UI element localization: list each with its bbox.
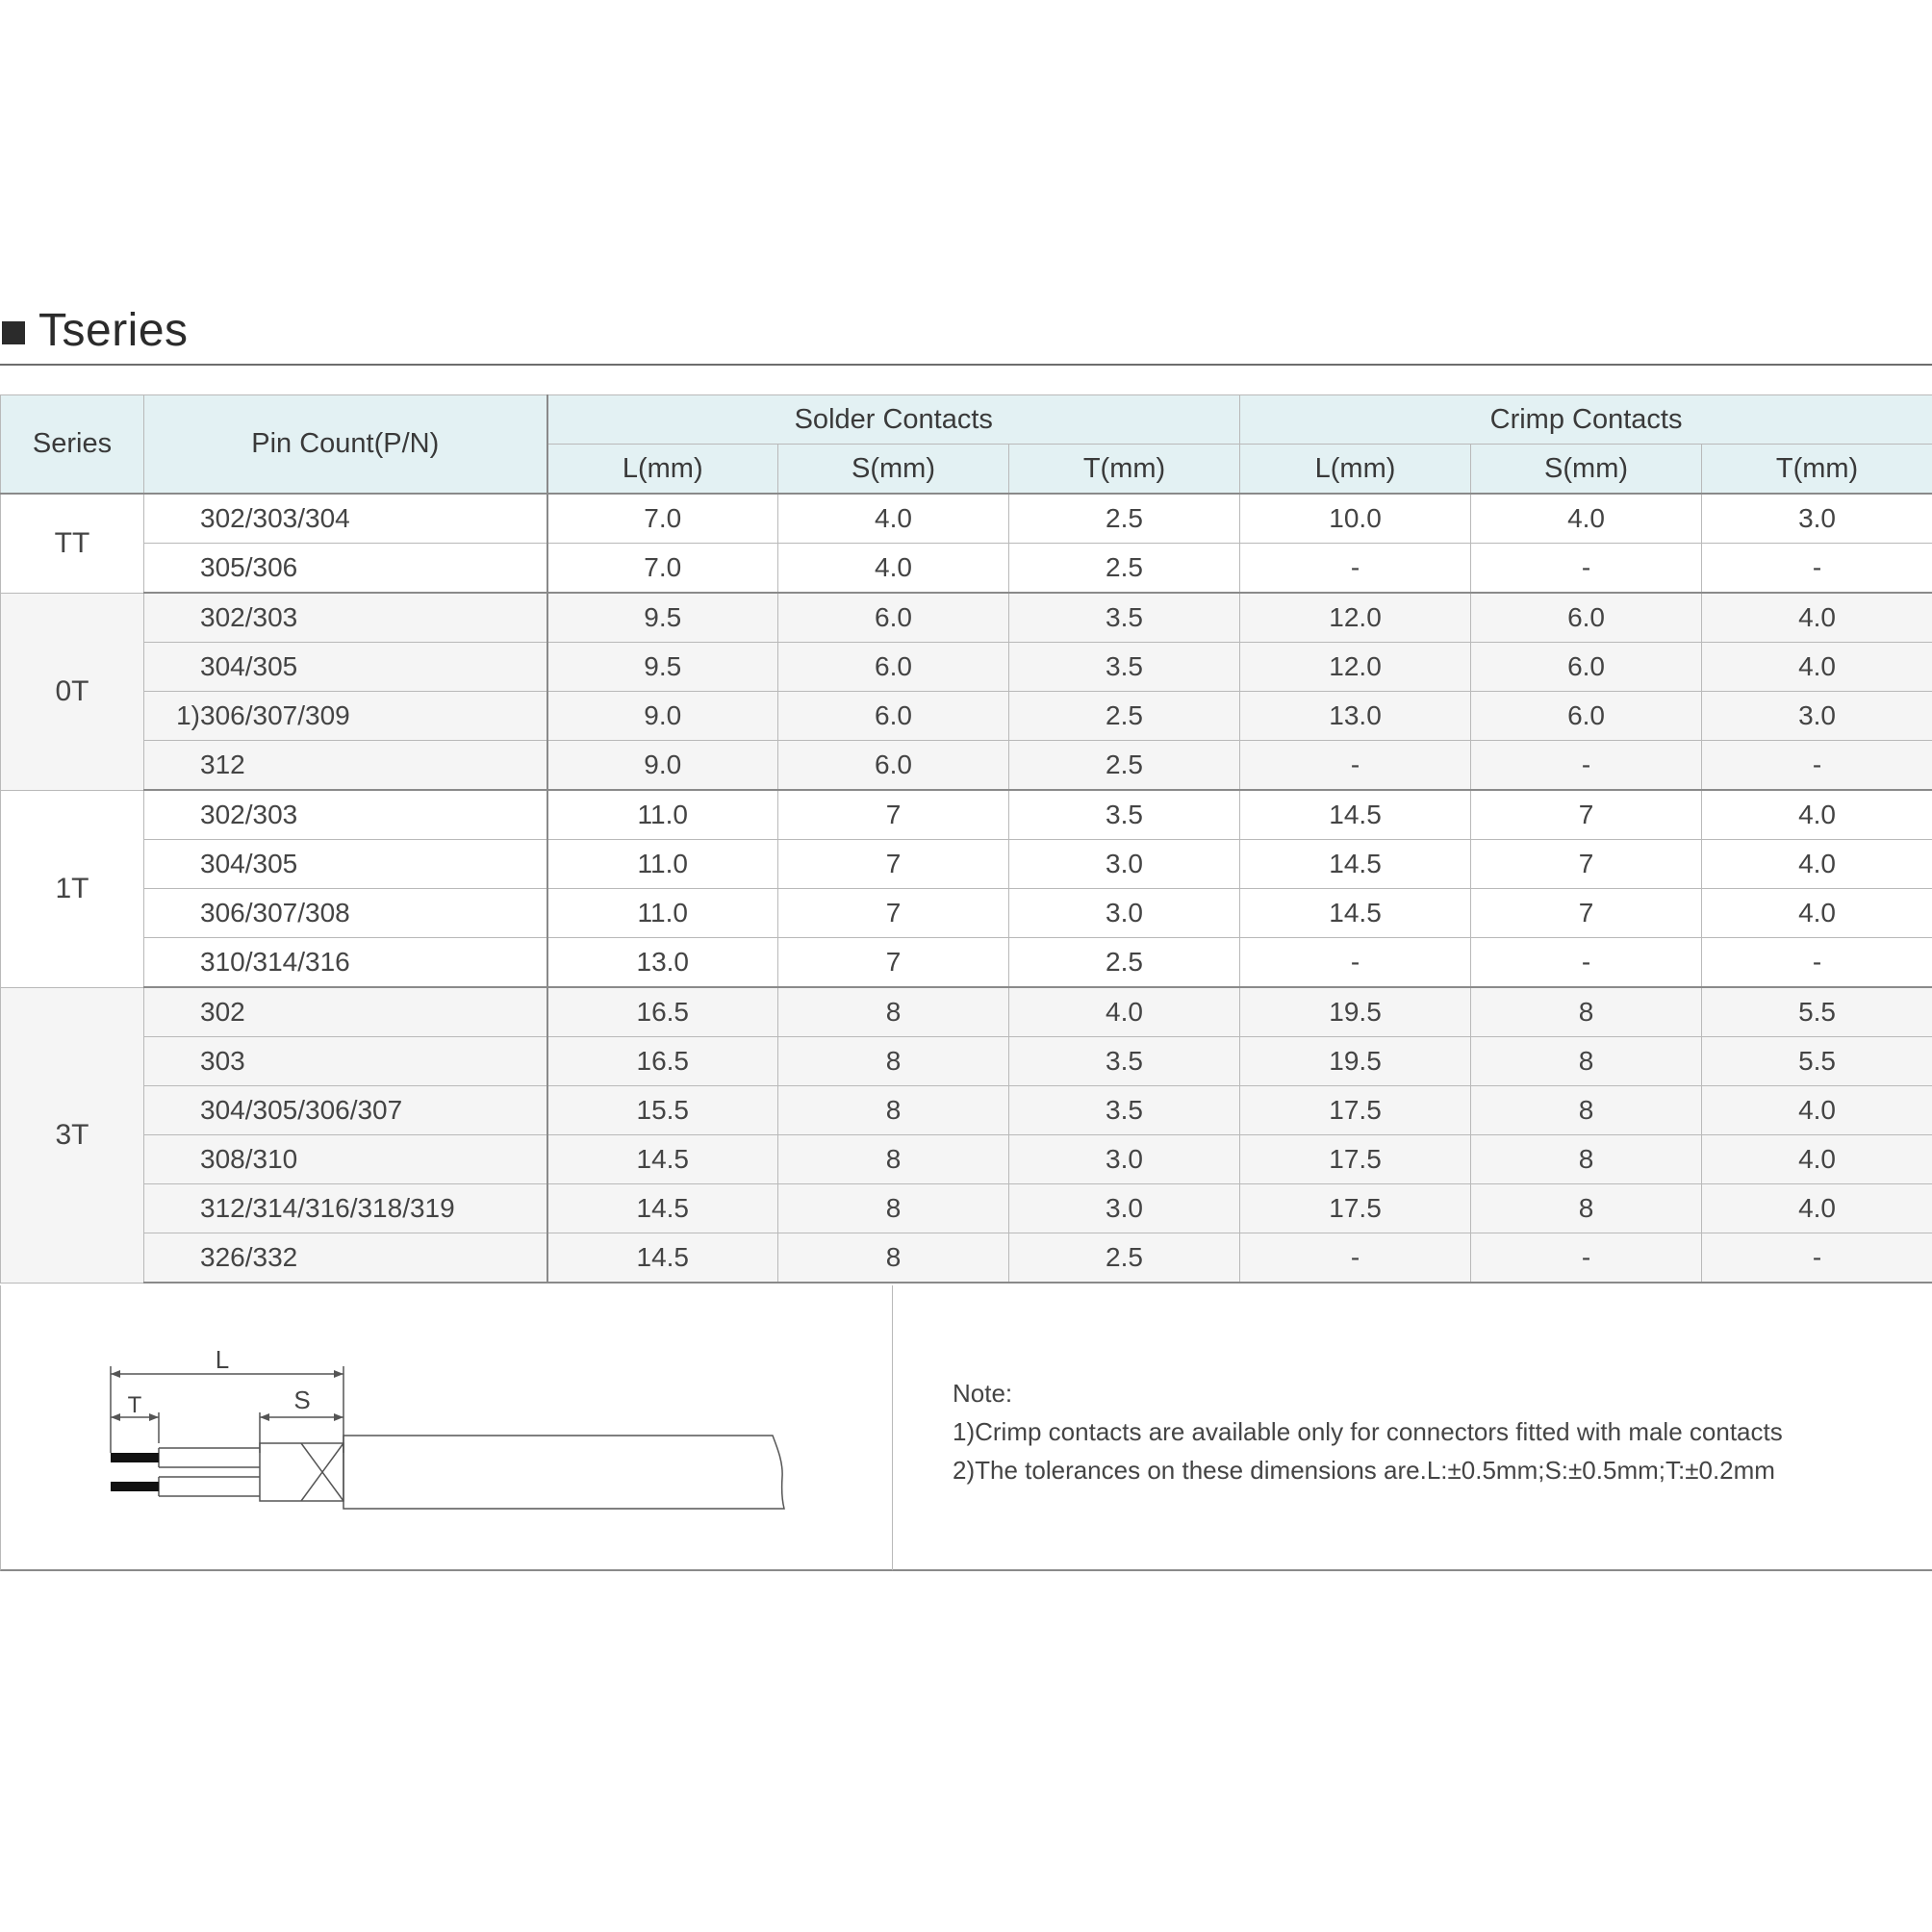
table-row [1,1086,1932,1135]
arrowhead [149,1413,159,1421]
contact-tip [111,1453,159,1462]
pin-count-value: 306/307/308 [200,898,350,928]
cell-crimp-s: 8 [1471,1184,1702,1233]
pin-count-value: 312 [200,750,245,779]
cell-solder-s: 7 [778,790,1009,840]
header-solder-s: S(mm) [778,445,1009,495]
cell-solder-t: 3.0 [1009,1135,1240,1184]
contact-tip [111,1482,159,1491]
cell-solder-s: 8 [778,1086,1009,1135]
pin-count-cell [144,494,547,544]
pin-count-cell [144,593,547,643]
header-pin-count: Pin Count(P/N) [144,395,547,495]
cell-solder-l: 9.0 [547,692,778,741]
contact-dimension-diagram [96,1337,808,1530]
cell-solder-l: 9.5 [547,643,778,692]
cell-crimp-s: 7 [1471,840,1702,889]
cell-crimp-t: - [1702,544,1932,594]
header-crimp-t: T(mm) [1702,445,1932,495]
table-row [1,790,1932,840]
series-cell: TT [1,494,144,593]
cell-solder-s: 7 [778,840,1009,889]
table-row [1,938,1932,988]
series-group [1,987,1932,1283]
cell-solder-l: 13.0 [547,938,778,988]
cell-crimp-l: 10.0 [1240,494,1471,544]
table-row [1,692,1932,741]
cell-solder-t: 3.0 [1009,840,1240,889]
table-row [1,1233,1932,1284]
cell-crimp-t: 3.0 [1702,494,1932,544]
cell-crimp-s: - [1471,1233,1702,1284]
panel-divider [892,1285,893,1570]
cell-solder-l: 11.0 [547,840,778,889]
cell-crimp-s: 8 [1471,987,1702,1037]
pin-count-value: 304/305 [200,651,298,681]
label-t: T [127,1392,142,1418]
cell-crimp-t: 4.0 [1702,1184,1932,1233]
cell-crimp-l: - [1240,544,1471,594]
pin-count-cell [144,1086,547,1135]
cell-crimp-s: - [1471,938,1702,988]
cell-crimp-l: 12.0 [1240,593,1471,643]
cell-crimp-s: 8 [1471,1037,1702,1086]
table-row [1,1135,1932,1184]
cell-solder-t: 2.5 [1009,494,1240,544]
cell-crimp-t: 3.0 [1702,692,1932,741]
cell-solder-t: 3.5 [1009,593,1240,643]
cell-crimp-l: 17.5 [1240,1135,1471,1184]
cell-crimp-l: 19.5 [1240,1037,1471,1086]
cell-crimp-l: 17.5 [1240,1086,1471,1135]
header-solder-t: T(mm) [1009,445,1240,495]
table-row [1,840,1932,889]
cell-solder-l: 9.5 [547,593,778,643]
header-crimp-l: L(mm) [1240,445,1471,495]
cell-crimp-l: 17.5 [1240,1184,1471,1233]
arrowhead [111,1413,120,1421]
cell-crimp-s: 6.0 [1471,593,1702,643]
header-crimp-contacts: Crimp Contacts [1240,395,1932,445]
cell-solder-s: 4.0 [778,494,1009,544]
cell-crimp-s: - [1471,544,1702,594]
table-row [1,987,1932,1037]
cell-solder-s: 8 [778,1135,1009,1184]
cell-solder-s: 6.0 [778,643,1009,692]
arrowhead [334,1413,343,1421]
cell-crimp-s: - [1471,741,1702,791]
pin-count-value: 302/303/304 [200,503,350,533]
cell-crimp-l: 14.5 [1240,790,1471,840]
cell-solder-t: 2.5 [1009,1233,1240,1284]
note-heading: Note: [953,1379,1013,1408]
cell-crimp-t: 4.0 [1702,643,1932,692]
pin-count-value: 305/306 [200,552,298,582]
cell-crimp-t: 4.0 [1702,840,1932,889]
footnote-marker: 1) [176,700,200,730]
cell-crimp-t: - [1702,938,1932,988]
cell-crimp-t: - [1702,1233,1932,1284]
cell-solder-l: 16.5 [547,987,778,1037]
cell-crimp-s: 8 [1471,1135,1702,1184]
pin-count-value: 326/332 [200,1242,298,1272]
cell-solder-s: 6.0 [778,593,1009,643]
pin-count-value: 304/305/306/307 [200,1095,403,1125]
header-solder-contacts: Solder Contacts [547,395,1240,445]
pin-count-value: 302 [200,997,245,1027]
cell-crimp-s: 4.0 [1471,494,1702,544]
cell-solder-l: 16.5 [547,1037,778,1086]
table-row [1,1184,1932,1233]
table-row [1,643,1932,692]
cell-crimp-t: 4.0 [1702,593,1932,643]
cell-solder-l: 7.0 [547,494,778,544]
cell-crimp-l: 13.0 [1240,692,1471,741]
pin-count-cell [144,889,547,938]
cell-solder-l: 9.0 [547,741,778,791]
cell-crimp-t: 4.0 [1702,1135,1932,1184]
cell-crimp-l: - [1240,741,1471,791]
cell-crimp-t: 4.0 [1702,889,1932,938]
pin-count-cell [144,1037,547,1086]
series-group [1,790,1932,987]
cell-solder-t: 2.5 [1009,692,1240,741]
arrowhead [260,1413,269,1421]
pin-count-value: 306/307/309 [200,700,350,730]
cell-solder-t: 2.5 [1009,741,1240,791]
cell-solder-t: 3.5 [1009,643,1240,692]
cell-solder-t: 3.5 [1009,1086,1240,1135]
cell-crimp-l: 14.5 [1240,889,1471,938]
cell-solder-s: 8 [778,1184,1009,1233]
series-cell: 0T [1,593,144,790]
cell-solder-t: 2.5 [1009,544,1240,594]
cell-solder-s: 6.0 [778,692,1009,741]
cell-solder-s: 4.0 [778,544,1009,594]
cell-solder-t: 3.0 [1009,1184,1240,1233]
cell-solder-s: 6.0 [778,741,1009,791]
pin-count-cell [144,1184,547,1233]
table-row [1,889,1932,938]
label-s: S [293,1385,311,1414]
cell-crimp-s: 6.0 [1471,692,1702,741]
series-group [1,494,1932,593]
pin-count-value: 304/305 [200,849,298,878]
notes-block [953,1374,1783,1489]
cell-crimp-l: 19.5 [1240,987,1471,1037]
pin-count-cell [144,938,547,988]
pin-count-value: 312/314/316/318/319 [200,1193,455,1223]
table-row [1,593,1932,643]
cell-crimp-s: 6.0 [1471,643,1702,692]
cell-solder-l: 14.5 [547,1233,778,1284]
series-cell: 1T [1,790,144,987]
cell-crimp-l: - [1240,1233,1471,1284]
cell-crimp-t: 4.0 [1702,1086,1932,1135]
table-row [1,494,1932,544]
pin-count-cell [144,643,547,692]
cell-solder-l: 11.0 [547,889,778,938]
pin-count-value: 302/303 [200,800,298,829]
cell-crimp-t: 5.5 [1702,987,1932,1037]
cell-crimp-l: 14.5 [1240,840,1471,889]
cell-solder-s: 7 [778,889,1009,938]
note-line-2: 2)The tolerances on these dimensions are.L:±0.5mm;S:±0.5mm;T:±0.2mm [953,1456,1775,1485]
dimension-table [0,394,1932,1284]
cell-crimp-t: 4.0 [1702,790,1932,840]
cell-solder-t: 3.0 [1009,889,1240,938]
header-series: Series [1,395,144,495]
cell-solder-l: 7.0 [547,544,778,594]
cell-solder-s: 8 [778,987,1009,1037]
cell-crimp-t: 5.5 [1702,1037,1932,1086]
pin-count-cell [144,1233,547,1284]
arrowhead [111,1370,120,1378]
pin-count-cell [144,544,547,594]
cell-solder-s: 8 [778,1037,1009,1086]
cell-solder-l: 15.5 [547,1086,778,1135]
contact-collar [260,1443,343,1501]
pin-count-value: 302/303 [200,602,298,632]
pin-count-value: 310/314/316 [200,947,350,977]
cell-solder-l: 14.5 [547,1184,778,1233]
cell-solder-t: 3.5 [1009,790,1240,840]
pin-count-value: 308/310 [200,1144,298,1174]
note-line-1: 1)Crimp contacts are available only for connectors fitted with male contacts [953,1417,1783,1446]
series-cell: 3T [1,987,144,1283]
cell-solder-t: 4.0 [1009,987,1240,1037]
title-divider [0,364,1932,366]
cell-crimp-t: - [1702,741,1932,791]
cell-solder-l: 14.5 [547,1135,778,1184]
cell-crimp-s: 8 [1471,1086,1702,1135]
cell-solder-t: 2.5 [1009,938,1240,988]
pin-count-cell [144,1135,547,1184]
table-row [1,741,1932,791]
pin-count-value: 303 [200,1046,245,1076]
pin-count-cell [144,692,547,741]
arrowhead [334,1370,343,1378]
cell-solder-t: 3.5 [1009,1037,1240,1086]
header-crimp-s: S(mm) [1471,445,1702,495]
label-l: L [215,1345,230,1374]
title-square-icon [2,321,25,344]
table-row [1,1037,1932,1086]
cable-body [343,1436,784,1509]
table-row [1,544,1932,594]
pin-count-cell [144,790,547,840]
header-solder-l: L(mm) [547,445,778,495]
cell-solder-s: 7 [778,938,1009,988]
pin-count-cell [144,741,547,791]
cell-crimp-s: 7 [1471,889,1702,938]
page-title: Tseries [38,305,189,356]
cell-crimp-l: 12.0 [1240,643,1471,692]
series-group [1,593,1932,790]
pin-count-cell [144,840,547,889]
cell-solder-l: 11.0 [547,790,778,840]
cell-crimp-l: - [1240,938,1471,988]
cell-solder-s: 8 [778,1233,1009,1284]
cell-crimp-s: 7 [1471,790,1702,840]
pin-count-cell [144,987,547,1037]
